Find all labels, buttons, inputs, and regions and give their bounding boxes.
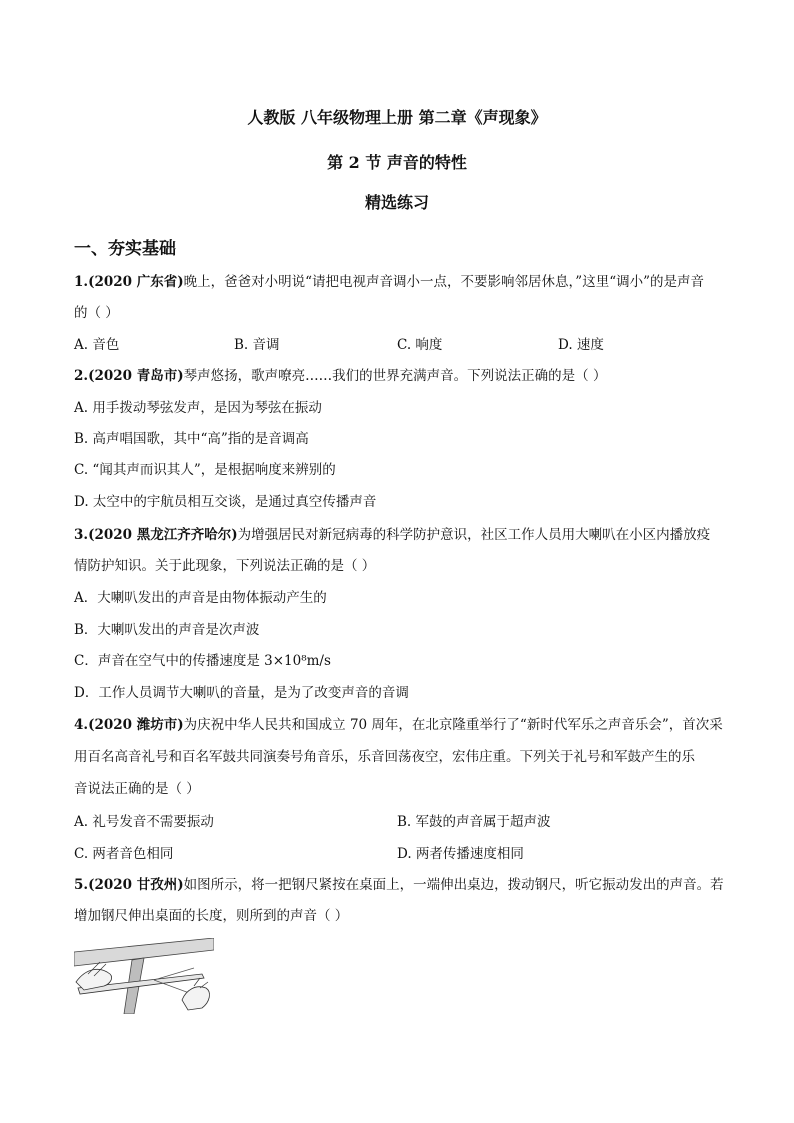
option-1a: A. 音色 — [74, 337, 120, 353]
option-4b: B. 军鼓的声音属于超声波 — [397, 814, 551, 830]
question-4 — [74, 716, 723, 734]
plucking-hand — [182, 987, 209, 1010]
option-1b: B. 音调 — [234, 337, 280, 353]
question-4-continued-1: 用百名高音礼号和百名军鼓共同演奏号角音乐，乐音回荡夜空，宏伟庄重。下列关于礼号和军鼓产生的乐 — [74, 749, 695, 765]
question-1-continued: 的（ ） — [74, 305, 119, 321]
option-1d: D. 速度 — [558, 337, 604, 353]
subtitle: 精选练习 — [364, 193, 429, 212]
question-number: 4. — [74, 717, 89, 733]
question-2 — [74, 367, 606, 385]
question-text: 为庆祝中华人民共和国成立 70 周年，在北京隆重举行了“新时代军乐之声音乐会”，首次采 — [183, 717, 723, 733]
table-top — [74, 938, 214, 966]
option-4d: D. 两者传播速度相同 — [397, 846, 524, 862]
option-3b: B．大喇叭发出的声音是次声波 — [74, 622, 260, 638]
question-text: 琴声悠扬，歌声嘹亮……我们的世界充满声音。下列说法正确的是（ ） — [183, 368, 607, 384]
question-source: (2020 甘孜州) — [88, 877, 184, 893]
question-text: 晚上，爸爸对小明说“请把电视声音调小一点，不要影响邻居休息，”这里“调小”的是声音 — [183, 274, 705, 290]
question-source: (2020 广东省) — [88, 274, 184, 290]
question-number: 3. — [74, 527, 89, 543]
question-5 — [74, 876, 724, 894]
option-4a: A. 礼号发音不需要振动 — [74, 814, 214, 830]
question-text: 为增强居民对新冠病毒的科学防护意识，社区工作人员用大喇叭在小区内播放疫 — [237, 527, 711, 543]
question-1 — [74, 273, 704, 291]
part-heading: 一、夯实基础 — [74, 239, 176, 259]
question-number: 5. — [74, 877, 89, 893]
question-source: (2020 黑龙江齐齐哈尔) — [88, 527, 238, 543]
option-4c: C. 两者音色相同 — [74, 846, 174, 862]
option-2a: A. 用手拨动琴弦发声，是因为琴弦在振动 — [74, 400, 322, 416]
question-number: 1. — [74, 274, 89, 290]
question-source: (2020 潍坊市) — [88, 717, 184, 733]
question-text: 如图所示，将一把钢尺紧按在桌面上，一端伸出桌边，拨动钢尺，听它振动发出的声音。若 — [183, 877, 724, 893]
section-title: 第 2 节 声音的特性 — [327, 153, 467, 172]
option-2d: D. 太空中的宇航员相互交谈，是通过真空传播声音 — [74, 494, 377, 510]
question-5-continued: 增加钢尺伸出桌面的长度，则所到的声音（ ） — [74, 908, 349, 924]
option-2c: C. “闻其声而识其人”，是根据响度来辨别的 — [74, 462, 336, 478]
question-number: 2. — [74, 368, 89, 384]
option-3a: A．大喇叭发出的声音是由物体振动产生的 — [74, 590, 327, 606]
question-3 — [74, 526, 710, 544]
option-1c: C. 响度 — [397, 337, 443, 353]
option-3d: D．工作人员调节大喇叭的音量，是为了改变声音的音调 — [74, 685, 409, 701]
question-3-continued: 情防护知识。关于此现象，下列说法正确的是（ ） — [74, 558, 376, 574]
ruler-on-table-figure — [74, 938, 214, 1014]
question-4-continued-2: 音说法正确的是（ ） — [74, 781, 200, 797]
document-title: 人教版 八年级物理上册 第二章《声现象》 — [247, 108, 547, 127]
question-source: (2020 青岛市) — [88, 368, 184, 384]
option-3c: C．声音在空气中的传播速度是 3×10⁸m/s — [74, 653, 331, 669]
option-2b: B. 高声唱国歌，其中“高”指的是音调高 — [74, 431, 309, 447]
